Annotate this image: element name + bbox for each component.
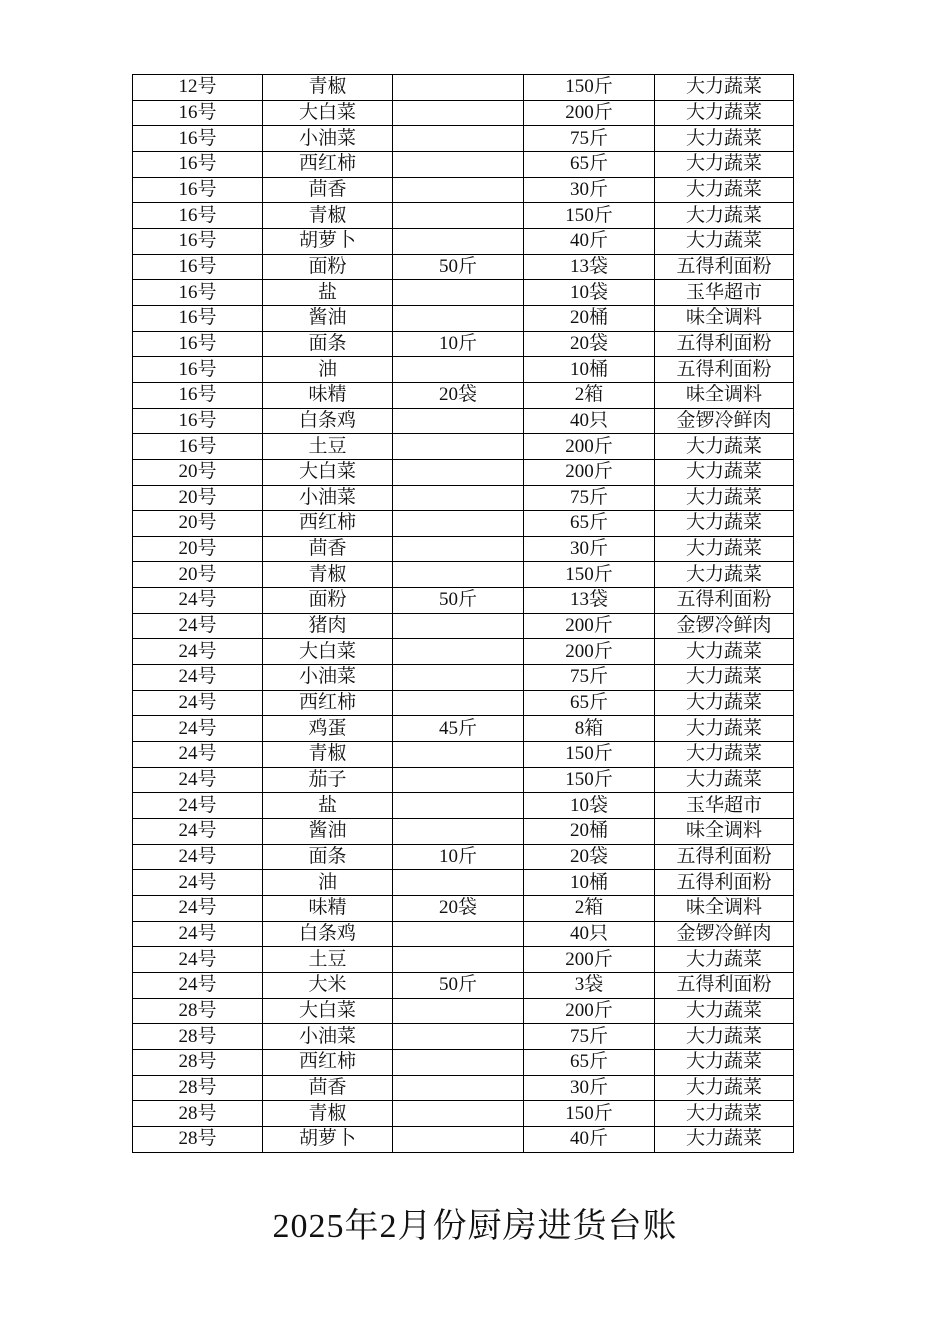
item-cell: 面条 (263, 844, 393, 870)
table-row (133, 665, 794, 691)
date-cell: 20号 (133, 511, 263, 537)
item-cell: 小油菜 (263, 1024, 393, 1050)
quantity-cell: 2箱 (524, 896, 655, 922)
date-cell: 24号 (133, 742, 263, 768)
quantity-cell: 30斤 (524, 536, 655, 562)
supplier-cell: 味全调料 (655, 819, 794, 845)
quantity-cell: 75斤 (524, 665, 655, 691)
spec-cell: 45斤 (393, 716, 524, 742)
quantity-cell: 20桶 (524, 305, 655, 331)
table-row (133, 305, 794, 331)
item-cell: 茄子 (263, 767, 393, 793)
table-row (133, 485, 794, 511)
supplier-cell: 大力蔬菜 (655, 767, 794, 793)
date-cell: 16号 (133, 177, 263, 203)
spec-cell: 50斤 (393, 972, 524, 998)
supplier-cell: 大力蔬菜 (655, 151, 794, 177)
table-row (133, 716, 794, 742)
spec-cell (393, 613, 524, 639)
date-cell: 16号 (133, 305, 263, 331)
quantity-cell: 200斤 (524, 947, 655, 973)
supplier-cell: 大力蔬菜 (655, 562, 794, 588)
supplier-cell: 大力蔬菜 (655, 716, 794, 742)
date-cell: 24号 (133, 972, 263, 998)
date-cell: 24号 (133, 588, 263, 614)
spec-cell (393, 562, 524, 588)
item-cell: 青椒 (263, 742, 393, 768)
spec-cell: 10斤 (393, 844, 524, 870)
spec-cell (393, 305, 524, 331)
spec-cell (393, 126, 524, 152)
spec-cell (393, 459, 524, 485)
date-cell: 16号 (133, 100, 263, 126)
spec-cell (393, 536, 524, 562)
spec-cell (393, 1049, 524, 1075)
table-row (133, 151, 794, 177)
table-row (133, 767, 794, 793)
spec-cell (393, 921, 524, 947)
date-cell: 28号 (133, 1049, 263, 1075)
quantity-cell: 200斤 (524, 613, 655, 639)
quantity-cell: 150斤 (524, 203, 655, 229)
spec-cell (393, 1024, 524, 1050)
item-cell: 油 (263, 870, 393, 896)
date-cell: 16号 (133, 357, 263, 383)
item-cell: 大白菜 (263, 639, 393, 665)
quantity-cell: 150斤 (524, 562, 655, 588)
supplier-cell: 大力蔬菜 (655, 485, 794, 511)
table-row (133, 75, 794, 101)
document-title: 2025年2月份厨房进货台账 (272, 1208, 678, 1245)
item-cell: 小油菜 (263, 665, 393, 691)
supplier-cell: 大力蔬菜 (655, 1049, 794, 1075)
quantity-cell: 20袋 (524, 844, 655, 870)
item-cell: 西红柿 (263, 511, 393, 537)
date-cell: 24号 (133, 716, 263, 742)
table-row (133, 921, 794, 947)
spec-cell (393, 100, 524, 126)
table-row (133, 434, 794, 460)
quantity-cell: 20桶 (524, 819, 655, 845)
supplier-cell: 大力蔬菜 (655, 459, 794, 485)
item-cell: 味精 (263, 382, 393, 408)
item-cell: 茴香 (263, 536, 393, 562)
table-row (133, 793, 794, 819)
supplier-cell: 大力蔬菜 (655, 75, 794, 101)
quantity-cell: 200斤 (524, 639, 655, 665)
table-row (133, 203, 794, 229)
quantity-cell: 40斤 (524, 1126, 655, 1152)
supplier-cell: 大力蔬菜 (655, 1126, 794, 1152)
table-row (133, 408, 794, 434)
quantity-cell: 40只 (524, 408, 655, 434)
spec-cell (393, 357, 524, 383)
quantity-cell: 13袋 (524, 254, 655, 280)
table-row (133, 536, 794, 562)
item-cell: 面粉 (263, 254, 393, 280)
quantity-cell: 150斤 (524, 75, 655, 101)
item-cell: 白条鸡 (263, 408, 393, 434)
supplier-cell: 大力蔬菜 (655, 177, 794, 203)
date-cell: 20号 (133, 536, 263, 562)
table-row (133, 819, 794, 845)
spec-cell (393, 75, 524, 101)
date-cell: 24号 (133, 613, 263, 639)
date-cell: 16号 (133, 126, 263, 152)
date-cell: 24号 (133, 844, 263, 870)
quantity-cell: 30斤 (524, 177, 655, 203)
item-cell: 大白菜 (263, 459, 393, 485)
spec-cell: 20袋 (393, 896, 524, 922)
quantity-cell: 200斤 (524, 459, 655, 485)
spec-cell (393, 665, 524, 691)
supplier-cell: 五得利面粉 (655, 254, 794, 280)
table-row (133, 1101, 794, 1127)
table-row (133, 972, 794, 998)
date-cell: 16号 (133, 408, 263, 434)
spec-cell: 10斤 (393, 331, 524, 357)
supplier-cell: 味全调料 (655, 305, 794, 331)
date-cell: 28号 (133, 1024, 263, 1050)
supplier-cell: 玉华超市 (655, 793, 794, 819)
supplier-cell: 五得利面粉 (655, 588, 794, 614)
supplier-cell: 大力蔬菜 (655, 1024, 794, 1050)
quantity-cell: 40斤 (524, 228, 655, 254)
item-cell: 酱油 (263, 305, 393, 331)
quantity-cell: 20袋 (524, 331, 655, 357)
spec-cell (393, 767, 524, 793)
spec-cell (393, 408, 524, 434)
spec-cell: 50斤 (393, 254, 524, 280)
table-row (133, 280, 794, 306)
item-cell: 青椒 (263, 562, 393, 588)
quantity-cell: 65斤 (524, 690, 655, 716)
item-cell: 西红柿 (263, 690, 393, 716)
quantity-cell: 75斤 (524, 485, 655, 511)
table-row (133, 947, 794, 973)
supplier-cell: 五得利面粉 (655, 870, 794, 896)
table-row (133, 639, 794, 665)
table-row (133, 613, 794, 639)
item-cell: 青椒 (263, 203, 393, 229)
supplier-cell: 大力蔬菜 (655, 536, 794, 562)
date-cell: 16号 (133, 228, 263, 254)
date-cell: 20号 (133, 459, 263, 485)
spec-cell: 20袋 (393, 382, 524, 408)
quantity-cell: 200斤 (524, 998, 655, 1024)
item-cell: 大米 (263, 972, 393, 998)
item-cell: 面粉 (263, 588, 393, 614)
spec-cell (393, 177, 524, 203)
supplier-cell: 五得利面粉 (655, 357, 794, 383)
spec-cell (393, 819, 524, 845)
item-cell: 胡萝卜 (263, 228, 393, 254)
item-cell: 大白菜 (263, 998, 393, 1024)
item-cell: 土豆 (263, 434, 393, 460)
spec-cell (393, 203, 524, 229)
date-cell: 24号 (133, 793, 263, 819)
ledger-body (133, 75, 794, 1153)
table-row (133, 331, 794, 357)
supplier-cell: 大力蔬菜 (655, 126, 794, 152)
spec-cell (393, 511, 524, 537)
table-row (133, 1024, 794, 1050)
quantity-cell: 10袋 (524, 793, 655, 819)
supplier-cell: 大力蔬菜 (655, 203, 794, 229)
supplier-cell: 味全调料 (655, 382, 794, 408)
quantity-cell: 3袋 (524, 972, 655, 998)
date-cell: 16号 (133, 280, 263, 306)
date-cell: 16号 (133, 254, 263, 280)
item-cell: 油 (263, 357, 393, 383)
table-row (133, 690, 794, 716)
spec-cell (393, 998, 524, 1024)
supplier-cell: 大力蔬菜 (655, 690, 794, 716)
quantity-cell: 13袋 (524, 588, 655, 614)
spec-cell (393, 228, 524, 254)
quantity-cell: 150斤 (524, 1101, 655, 1127)
quantity-cell: 75斤 (524, 126, 655, 152)
quantity-cell: 150斤 (524, 767, 655, 793)
item-cell: 胡萝卜 (263, 1126, 393, 1152)
item-cell: 茴香 (263, 177, 393, 203)
item-cell: 青椒 (263, 1101, 393, 1127)
spec-cell: 50斤 (393, 588, 524, 614)
item-cell: 鸡蛋 (263, 716, 393, 742)
supplier-cell: 大力蔬菜 (655, 998, 794, 1024)
supplier-cell: 大力蔬菜 (655, 947, 794, 973)
quantity-cell: 65斤 (524, 151, 655, 177)
item-cell: 大白菜 (263, 100, 393, 126)
date-cell: 28号 (133, 998, 263, 1024)
spec-cell (393, 947, 524, 973)
date-cell: 24号 (133, 870, 263, 896)
quantity-cell: 30斤 (524, 1075, 655, 1101)
item-cell: 西红柿 (263, 151, 393, 177)
spec-cell (393, 485, 524, 511)
quantity-cell: 10桶 (524, 870, 655, 896)
item-cell: 西红柿 (263, 1049, 393, 1075)
date-cell: 28号 (133, 1075, 263, 1101)
spec-cell (393, 1075, 524, 1101)
item-cell: 味精 (263, 896, 393, 922)
spec-cell (393, 870, 524, 896)
item-cell: 酱油 (263, 819, 393, 845)
item-cell: 茴香 (263, 1075, 393, 1101)
date-cell: 24号 (133, 947, 263, 973)
item-cell: 白条鸡 (263, 921, 393, 947)
table-row (133, 177, 794, 203)
quantity-cell: 8箱 (524, 716, 655, 742)
date-cell: 20号 (133, 562, 263, 588)
table-row (133, 511, 794, 537)
table-row (133, 1049, 794, 1075)
quantity-cell: 75斤 (524, 1024, 655, 1050)
item-cell: 面条 (263, 331, 393, 357)
supplier-cell: 大力蔬菜 (655, 665, 794, 691)
date-cell: 16号 (133, 382, 263, 408)
date-cell: 24号 (133, 639, 263, 665)
date-cell: 24号 (133, 665, 263, 691)
purchase-ledger-table (132, 74, 794, 1153)
supplier-cell: 大力蔬菜 (655, 511, 794, 537)
supplier-cell: 大力蔬菜 (655, 228, 794, 254)
table-row (133, 228, 794, 254)
date-cell: 24号 (133, 921, 263, 947)
table-row (133, 100, 794, 126)
supplier-cell: 五得利面粉 (655, 331, 794, 357)
date-cell: 16号 (133, 434, 263, 460)
table-row (133, 1075, 794, 1101)
quantity-cell: 200斤 (524, 434, 655, 460)
table-row (133, 382, 794, 408)
table-row (133, 742, 794, 768)
supplier-cell: 大力蔬菜 (655, 639, 794, 665)
supplier-cell: 金锣冷鲜肉 (655, 921, 794, 947)
date-cell: 16号 (133, 331, 263, 357)
table-row (133, 1126, 794, 1152)
date-cell: 24号 (133, 767, 263, 793)
supplier-cell: 金锣冷鲜肉 (655, 408, 794, 434)
table-row (133, 844, 794, 870)
table-row (133, 459, 794, 485)
date-cell: 16号 (133, 151, 263, 177)
date-cell: 20号 (133, 485, 263, 511)
quantity-cell: 40只 (524, 921, 655, 947)
supplier-cell: 味全调料 (655, 896, 794, 922)
spec-cell (393, 793, 524, 819)
supplier-cell: 大力蔬菜 (655, 742, 794, 768)
supplier-cell: 玉华超市 (655, 280, 794, 306)
item-cell: 土豆 (263, 947, 393, 973)
spec-cell (393, 1101, 524, 1127)
supplier-cell: 五得利面粉 (655, 844, 794, 870)
date-cell: 12号 (133, 75, 263, 101)
spec-cell (393, 434, 524, 460)
item-cell: 盐 (263, 793, 393, 819)
date-cell: 28号 (133, 1126, 263, 1152)
date-cell: 24号 (133, 896, 263, 922)
quantity-cell: 65斤 (524, 511, 655, 537)
date-cell: 24号 (133, 690, 263, 716)
supplier-cell: 大力蔬菜 (655, 1075, 794, 1101)
spec-cell (393, 280, 524, 306)
spec-cell (393, 151, 524, 177)
date-cell: 28号 (133, 1101, 263, 1127)
table-row (133, 562, 794, 588)
table-row (133, 254, 794, 280)
supplier-cell: 大力蔬菜 (655, 100, 794, 126)
item-cell: 小油菜 (263, 485, 393, 511)
supplier-cell: 金锣冷鲜肉 (655, 613, 794, 639)
spec-cell (393, 639, 524, 665)
date-cell: 16号 (133, 203, 263, 229)
table-row (133, 126, 794, 152)
supplier-cell: 五得利面粉 (655, 972, 794, 998)
table-row (133, 998, 794, 1024)
table-row (133, 870, 794, 896)
quantity-cell: 65斤 (524, 1049, 655, 1075)
quantity-cell: 10袋 (524, 280, 655, 306)
supplier-cell: 大力蔬菜 (655, 1101, 794, 1127)
quantity-cell: 150斤 (524, 742, 655, 768)
spec-cell (393, 690, 524, 716)
quantity-cell: 200斤 (524, 100, 655, 126)
item-cell: 猪肉 (263, 613, 393, 639)
item-cell: 小油菜 (263, 126, 393, 152)
item-cell: 盐 (263, 280, 393, 306)
quantity-cell: 2箱 (524, 382, 655, 408)
date-cell: 24号 (133, 819, 263, 845)
item-cell: 青椒 (263, 75, 393, 101)
table-row (133, 357, 794, 383)
table-row (133, 588, 794, 614)
quantity-cell: 10桶 (524, 357, 655, 383)
spec-cell (393, 742, 524, 768)
supplier-cell: 大力蔬菜 (655, 434, 794, 460)
table-row (133, 896, 794, 922)
spec-cell (393, 1126, 524, 1152)
